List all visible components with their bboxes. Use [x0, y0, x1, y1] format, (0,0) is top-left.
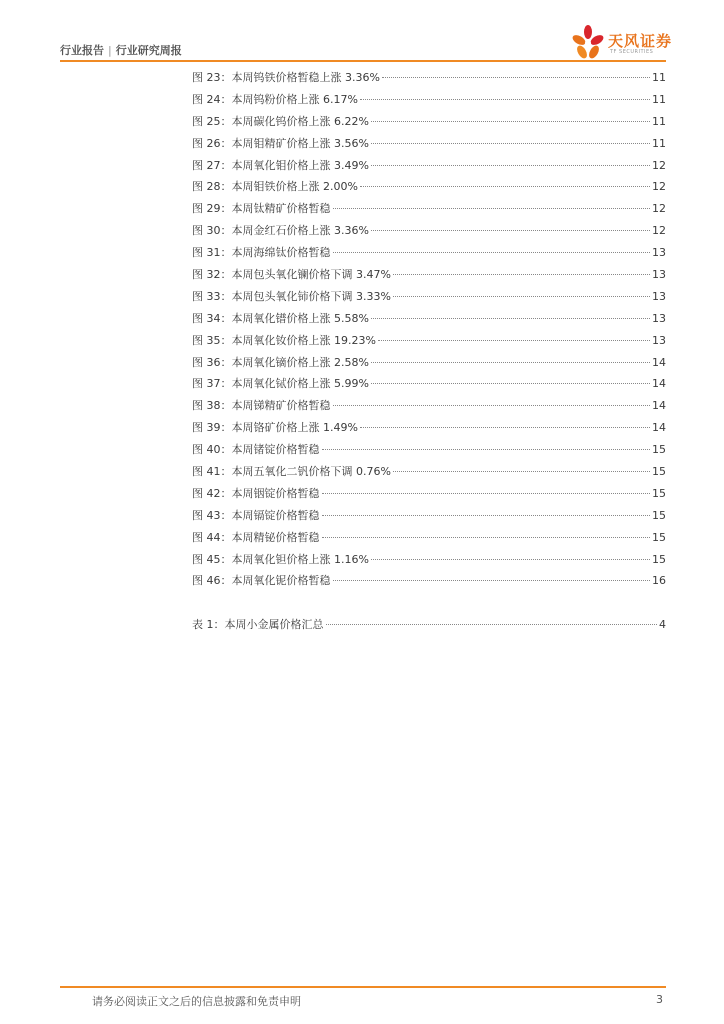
toc-leader-dots: [360, 427, 650, 428]
header-divider: [60, 60, 666, 62]
toc-entry-label: 图 32：本周包头氧化镧价格下调 3.47%: [192, 268, 391, 282]
header-separator: |: [108, 44, 112, 57]
toc-entry-page: 11: [652, 114, 666, 128]
toc-entry-label: 图 36：本周氧化镝价格上涨 2.58%: [192, 355, 369, 369]
figure-toc-entry[interactable]: [192, 244, 666, 266]
toc-entry-page: 15: [652, 443, 666, 457]
toc-entry-label: 图 24：本周钨粉价格上涨 6.17%: [192, 92, 358, 106]
toc-leader-dots: [393, 274, 650, 275]
toc-entry-label: 图 38：本周锑精矿价格暂稳: [192, 399, 331, 413]
toc-entry-page: 16: [652, 574, 666, 588]
company-logo: [568, 22, 678, 62]
toc-entry-page: 12: [652, 158, 666, 172]
toc-entry-page: 15: [652, 486, 666, 500]
toc-entry-page: 11: [652, 136, 666, 150]
toc-leader-dots: [322, 449, 651, 450]
table-toc-entry[interactable]: [192, 616, 666, 638]
logo-text-en: TF SECURITIES: [610, 49, 654, 55]
figure-toc-entry[interactable]: [192, 91, 666, 113]
figure-toc-entry[interactable]: [192, 178, 666, 200]
figure-toc-entry[interactable]: [192, 200, 666, 222]
toc-leader-dots: [371, 230, 650, 231]
toc-entry-label: 图 43：本周镉锭价格暂稳: [192, 508, 320, 522]
toc-entry-page: 14: [652, 421, 666, 435]
toc-entry-page: 15: [652, 530, 666, 544]
toc-leader-dots: [326, 624, 658, 625]
header-section-title: [60, 42, 182, 58]
toc-entry-label: 图 23：本周钨铁价格暂稳上涨 3.36%: [192, 71, 380, 84]
toc-entry-label: 图 26：本周钼精矿价格上涨 3.56%: [192, 136, 369, 150]
toc-entry-page: 15: [652, 508, 666, 522]
toc-entry-page: 13: [652, 268, 666, 282]
figure-toc-entry[interactable]: [192, 266, 666, 288]
toc-leader-dots: [378, 340, 650, 341]
toc-entry-label: 图 33：本周包头氧化铈价格下调 3.33%: [192, 289, 391, 303]
toc-leader-dots: [322, 515, 651, 516]
figure-toc-entry[interactable]: [192, 157, 666, 179]
toc-leader-dots: [322, 493, 651, 494]
figure-toc-entry[interactable]: [192, 135, 666, 157]
toc-entry-label: 图 27：本周氧化钼价格上涨 3.49%: [192, 158, 369, 172]
toc-section-gap: [192, 594, 666, 616]
figure-toc-entry[interactable]: [192, 69, 666, 91]
figure-toc-entry[interactable]: [192, 485, 666, 507]
toc-leader-dots: [322, 537, 651, 538]
figure-toc-entry[interactable]: [192, 288, 666, 310]
toc-leader-dots: [371, 143, 650, 144]
figure-toc-entry[interactable]: [192, 332, 666, 354]
toc-entry-label: 图 46：本周氧化铌价格暂稳: [192, 574, 331, 588]
figure-toc-entry[interactable]: [192, 551, 666, 573]
table-of-contents: [192, 69, 666, 638]
toc-entry-page: 13: [652, 333, 666, 347]
toc-leader-dots: [333, 580, 651, 581]
toc-entry-label: 图 29：本周钛精矿价格暂稳: [192, 202, 331, 216]
toc-entry-label: 图 42：本周铟锭价格暂稳: [192, 486, 320, 500]
toc-entry-label: 图 39：本周铬矿价格上涨 1.49%: [192, 421, 358, 435]
footer-divider: [60, 986, 666, 988]
flower-logo-icon: [568, 22, 608, 62]
toc-leader-dots: [360, 186, 650, 187]
toc-entry-page: 14: [652, 377, 666, 391]
figure-toc-entry[interactable]: [192, 529, 666, 551]
toc-leader-dots: [393, 296, 650, 297]
toc-entry-page: 13: [652, 311, 666, 325]
figure-toc-entry[interactable]: [192, 354, 666, 376]
figure-toc-entry[interactable]: [192, 375, 666, 397]
figure-toc-entry[interactable]: [192, 113, 666, 135]
toc-leader-dots: [371, 165, 650, 166]
logo-text-cn: 天风证券: [608, 32, 673, 50]
toc-entry-page: 12: [652, 202, 666, 216]
toc-leader-dots: [360, 99, 650, 100]
toc-entry-label: 图 28：本周钼铁价格上涨 2.00%: [192, 180, 358, 194]
figure-toc-entry[interactable]: [192, 222, 666, 244]
report-type: 行业报告: [60, 44, 104, 57]
toc-leader-dots: [333, 208, 651, 209]
toc-leader-dots: [371, 318, 650, 319]
toc-leader-dots: [371, 362, 650, 363]
report-subtype: 行业研究周报: [115, 44, 182, 57]
toc-entry-page: 13: [652, 246, 666, 260]
figure-toc-entry[interactable]: [192, 572, 666, 594]
toc-entry-label: 图 37：本周氧化铽价格上涨 5.99%: [192, 377, 369, 391]
toc-entry-label: 图 31：本周海绵钛价格暂稳: [192, 246, 331, 260]
toc-leader-dots: [333, 252, 651, 253]
toc-entry-label: 图 41：本周五氧化二钒价格下调 0.76%: [192, 465, 391, 479]
toc-entry-label: 图 45：本周氧化钽价格上涨 1.16%: [192, 552, 369, 566]
toc-entry-page: 15: [652, 465, 666, 479]
toc-entry-page: 13: [652, 289, 666, 303]
toc-entry-label: 图 40：本周锗锭价格暂稳: [192, 443, 320, 457]
toc-entry-page: 14: [652, 355, 666, 369]
figure-toc-entry[interactable]: [192, 441, 666, 463]
toc-entry-label: 图 25：本周碳化钨价格上涨 6.22%: [192, 114, 369, 128]
toc-entry-page: 15: [652, 552, 666, 566]
toc-entry-label: 图 35：本周氧化钕价格上涨 19.23%: [192, 333, 376, 347]
toc-leader-dots: [371, 383, 650, 384]
toc-entry-page: 14: [652, 399, 666, 413]
figure-toc-entry[interactable]: [192, 507, 666, 529]
toc-leader-dots: [371, 559, 650, 560]
toc-leader-dots: [393, 471, 650, 472]
toc-leader-dots: [382, 77, 650, 78]
figure-toc-entry[interactable]: [192, 419, 666, 441]
footer-disclaimer: 请务必阅读正文之后的信息披露和免责申明: [92, 995, 301, 1008]
toc-entry-label: 表 1：本周小金属价格汇总: [192, 618, 324, 632]
toc-entry-page: 12: [652, 224, 666, 238]
toc-leader-dots: [333, 405, 651, 406]
figure-toc-entry[interactable]: [192, 397, 666, 419]
toc-entry-label: 图 34：本周氧化镨价格上涨 5.58%: [192, 311, 369, 325]
toc-entry-page: 11: [652, 71, 666, 84]
page-number: 3: [656, 993, 663, 1006]
figure-toc-entry[interactable]: [192, 463, 666, 485]
toc-entry-page: 11: [652, 92, 666, 106]
toc-entry-label: 图 30：本周金红石价格上涨 3.36%: [192, 224, 369, 238]
figure-toc-entry[interactable]: [192, 310, 666, 332]
toc-entry-page: 4: [659, 618, 666, 632]
toc-entry-page: 12: [652, 180, 666, 194]
toc-entry-label: 图 44：本周精铋价格暂稳: [192, 530, 320, 544]
toc-leader-dots: [371, 121, 650, 122]
